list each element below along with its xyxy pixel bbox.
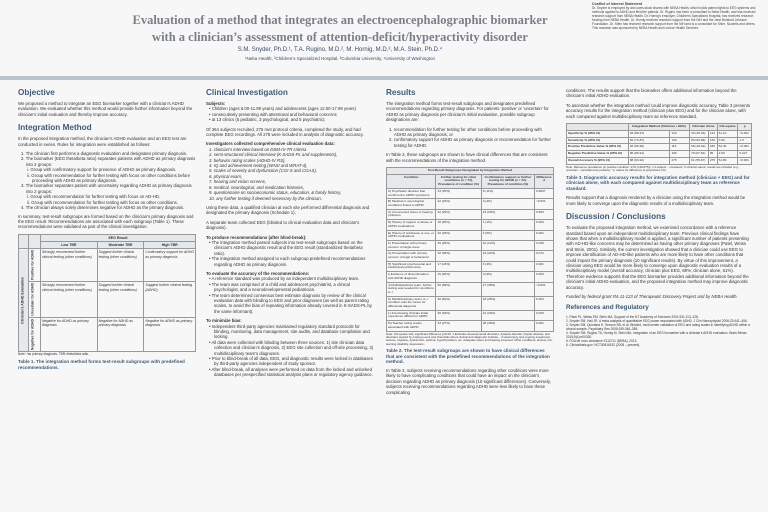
accuracy-item: • The team was comprised of a child and adolescent psychiatrist, a clinical psychologist, and a neurodevelopmental pediatrician. — [209, 281, 350, 293]
table2-cell: I) Evidence of discontinuation with ADHD diagnosis — [387, 272, 436, 282]
table2-cell: 27 (38%) — [481, 282, 534, 296]
table2-col-b: Confirmatory support or further testing for ADHD (n = 72), Prevalence of condition (%) — [481, 174, 534, 188]
table-row — [19, 282, 196, 318]
table3-cell: 115 — [670, 144, 690, 151]
table2-cell: 4 (5%) — [481, 230, 534, 240]
conflict-of-interest — [592, 2, 762, 68]
table2-cell: 17 (23%) — [436, 261, 481, 271]
integration-rules — [18, 151, 196, 210]
table3-cell: 95 — [708, 151, 717, 158]
table2-col-condition: Condition — [387, 174, 436, 188]
table3-cell: 180 — [708, 144, 717, 151]
table3-cell: 143 — [708, 130, 717, 137]
column-clinical — [206, 88, 374, 508]
rule-subitem: ii. Group with recommendation for further testing with focus on other conditions before proceeding with ADHD as primary diagnosis. — [27, 172, 191, 184]
subjects-heading: Subjects: — [206, 101, 226, 106]
table3-cell: 52.30 — [717, 144, 738, 151]
table2-cell: 0.028 — [535, 240, 554, 250]
integration-intro: In the proposed integration method, the clinician’s ADHD evaluation and an EEG test are conducted in series. Rules for integration were established as follows: — [18, 136, 187, 147]
table2-cell: 28 (48%) — [481, 321, 534, 331]
table-row — [387, 261, 554, 271]
enrollment-text: Of 364 subjects recruited, 275 met protocol criteria, completed the study, and had complete EEG recordings. All 275 were included in analysis of diagnostic accuracy. — [206, 126, 364, 138]
table1-note: Note: *as primary diagnosis. TBR=theta/beta ratio. — [18, 352, 90, 357]
table1-col-low: Low TBR — [41, 242, 98, 249]
table-row — [387, 230, 554, 240]
table3-cell: 88 (84-92) — [628, 158, 670, 165]
table3-cell: <0.001 — [738, 158, 752, 165]
table2-cell: J) Multidisciplinary team: further testing was needed for conditions A–I — [387, 282, 436, 296]
table1-cell: Strongly recommend further clinical testing (other conditions) — [41, 282, 98, 318]
rule-item: 3. The biomarker separates patient with uncertainty regarding ADHD as primary diagnosis into 2 groups: — [21, 183, 192, 194]
accuracy-item: • The team determined consensus best estimate diagnosis by review of the clinical evaluation data with blinding to EEG and prior diagnoses (as well as parent rating scales, to avoid the bias of repeating information already covered in K-SADS-PL by the same informant). — [209, 292, 372, 314]
affiliations: ¹Neba Health, ²Children’s Specialized Hospital, ³Columbia University, ⁴University of Washington — [245, 56, 435, 61]
collected-item: 1. clinician’s interview based on DSM-IV-TR criteria — [209, 146, 307, 152]
table3-cell: 61.10 — [717, 130, 738, 137]
funding-text: Funded by federal grant R4-11-123 of Therapeutic Discovery Project and by NEBA Health. — [566, 294, 738, 300]
table-row — [387, 310, 554, 320]
table1-row-label: Uncertain for ADHD — [29, 282, 41, 318]
table2-cell: 23 (29%) — [481, 209, 534, 219]
table3-cell: Specificity % (95% CI) — [567, 130, 629, 137]
table2-cell: 0.003 — [535, 272, 554, 282]
table-row — [387, 188, 554, 198]
table2-cell: 10 (14%) — [481, 240, 534, 250]
coi-heading: Conflict of Interest Statement — [592, 2, 643, 6]
results-item: 1. recommendation for further testing for other conditions before proceeding with ADHD as primary diagnosis, or — [389, 126, 542, 138]
table1-col-high: High TBR — [144, 242, 196, 249]
table1-row-label: Positive for ADHD — [29, 249, 41, 282]
table3-col-clinician: Clinician Alone — [690, 124, 718, 131]
table1-corner — [19, 234, 29, 249]
table3-corner — [567, 124, 629, 131]
table2-cell: F) Presentation with primary concern of single issue — [387, 240, 436, 250]
discussion-text: To evaluate the proposed integration method, we examined concordance with a reference standard based upon an independent multidisciplinary team. Previous clinical findings have shown that when a multidisciplinary model is applied, a significant number of patients presenting with AD-HD-like concerns may be determined as having other primary diagnoses (Patel, Weiss and Stein, 2001). Similarly, the current investigation showed that a clinician could use EEG to improve identification of AD-HD-like patients who are more likely to have other conditions that could impact the primary diagnosis (10 significant results). By virtue of this improvement, a clinician using EEG would be more likely to converge upon diagnostic evaluation results of a multidisciplinary model (overall accuracy; clinician plus EEG, 88%; clinician alone, 61%). Therefore evidence supports that the EEG biomarker provides additional information beyond the clinician’s initial ADHD evaluation, and the proposed integration method may improve diagnostic accuracy. — [566, 225, 749, 290]
table2-cell: 1 (1%) — [481, 220, 534, 230]
column-objective — [18, 88, 196, 508]
collected-list — [206, 147, 374, 201]
title-line-1: Evaluation of a method that integrates an electroencephalographic biomarker — [132, 13, 548, 27]
table2-cell: 0.8007 — [535, 188, 554, 198]
table2-cell: 3 (4%) — [481, 199, 534, 209]
table-row — [387, 296, 554, 310]
column-discussion — [566, 88, 752, 508]
table2-col-diff: Difference d — [535, 174, 554, 188]
table2-cell: 16 (22%) — [481, 251, 534, 261]
table-row — [19, 318, 196, 352]
table3-note: Note: Reference prevalence (in positive condition: 47% (130/275)). 1 A subject... consistent “in clinician alone” results are included (e.g., uncertain - considered as positive). * p values for difference of proportions (%). — [566, 164, 740, 173]
results-continued: conditions. The results support that the biomarker offers additional information beyond the clinician’s initial ADHD evaluation. — [566, 88, 737, 99]
accuracy-item: • A reference standard was produced by an independent multidisciplinary team. — [209, 276, 360, 282]
header-divider — [0, 76, 768, 80]
table3-cell: Overall Accuracy % (95% CI) — [567, 158, 629, 165]
accuracy-heading: To evaluate the accuracy of the recommendations: — [206, 270, 310, 276]
table2-caption: Table 2. The test-result subgroups are shown to have clinical differences that are consistent with the predefined recommendations of the integration method. — [386, 348, 550, 365]
table2-cell: L) Interviewing clinician initial experience difficult for ADHD — [387, 310, 436, 320]
table-row — [387, 240, 554, 250]
results-table-intro: In Table 2, these subgroups are shown to have clinical differences that are consistent with the recommendations of the integration method. — [386, 152, 548, 163]
minimize-item: • Independent third-party agencies maintained regulatory standard protocols for blinding, monitoring, data management, site audits, and database compilation and locking. — [209, 323, 370, 340]
collected-item: 8. medical, neurological, and medication histories, — [209, 184, 305, 190]
integration-summary: In summary, test-result subgroups are formed based on the clinician’s primary diagnosis and the EEG result. Recommendations are associated with each subgroup (Table 1). These recommendations were validated as part of the clinical investigation. — [18, 213, 194, 230]
produce-heading: To produce recommendations (after blind-break): — [206, 234, 307, 240]
table-3 — [566, 123, 752, 165]
table2-cell: 0.025 — [535, 310, 554, 320]
table2-cell: 8 (11%) — [481, 188, 534, 198]
table1-cell: Negative for ADHD as primary diagnosis — [97, 318, 144, 352]
references-heading: References and Regulatory — [566, 303, 649, 311]
integration-heading: Integration Method — [18, 123, 92, 133]
results-intro: The integration method forms test-result subgroups and designates predefined recommendations regarding primary diagnosis. For patients ‘positive’ or ‘uncertain’ for ADHD as primary diagnosis per clinician’s initial evaluation, possible subgroup designations are: — [386, 101, 549, 123]
table3-col-chi: Chi-square — [717, 124, 738, 131]
authors: S.M. Snyder, Ph.D.¹, T.A. Rugino, M.D.², M. Hornig, M.D.³, M.A. Stein, Ph.D.⁴ — [237, 47, 443, 53]
table3-cell: 1.0 — [738, 137, 752, 144]
rule-item: 1. The clinician first performs a diagnostic evaluation and designates primary diagnosis. — [21, 151, 188, 157]
table-row — [567, 144, 752, 151]
table3-cell: Negative Predictive Value % (95% CI) — [567, 151, 629, 158]
table2-cell: C) Uncorrected vision or hearing problems — [387, 209, 436, 219]
table2-cell: 20 (29%) — [436, 230, 481, 240]
rule-item: 4. The clinician always solely determines negative for ADHD as the primary diagnosis. — [21, 205, 185, 211]
table2-cell: 18 (25%) — [436, 220, 481, 230]
table2-cell: 22 (22%) — [436, 199, 481, 209]
references-list — [566, 315, 752, 347]
minimize-item: • After blind-break, all analyses were performed on data from the locked and unlocked databases per prespecified statistical analysis plans or regulatory agency guidance. — [209, 366, 373, 378]
table1-cell: Negative for ADHD as primary diagnosis — [41, 318, 98, 352]
produce-item: • The integration method assigned to each subgroup predefined recommendations regarding ADHD as primary diagnosis. — [209, 256, 366, 267]
results-heading: Results — [386, 88, 416, 97]
table-row — [387, 209, 554, 219]
title-line-2: with a clinician’s assessment of attention-deficit/hyperactivity disorder — [152, 30, 528, 44]
table1-eeg-header: EEG Result — [41, 234, 196, 241]
table3-cell: Positive Predictive Value % (95% CI) — [567, 144, 629, 151]
table3-cell: <0.001 — [738, 144, 752, 151]
results-after-table: In Table 2, subjects receiving recommendations regarding other conditions were more likely to have complicating conditions that could have an impact on the clinician’s decision regarding ADHD as primary diagnosis (10 significant differences). Conversely, subjects receiving recommendations regarding ADHD were less likely to have these complicating — [386, 367, 551, 395]
eeg-text: A separate team collected EEG (blinded to clinical evaluation data and clinician’s diagnosis). — [206, 219, 360, 231]
table1-caption: Table 1. The integration method forms test-result subgroups with predefined recommendations. — [18, 359, 185, 370]
table3-body — [567, 130, 752, 164]
table-row — [387, 220, 554, 230]
table3-cell: 82 (74-87) — [628, 137, 670, 144]
rule-subitem: i. Group with recommendation for further testing with focus on AD-HD. — [27, 194, 161, 200]
table3-caption: Table 3. Diagnostic accuracy results for integration method (clinician + EEG) and for clinician alone, with each compared against multidisciplinary team as reference standard. — [566, 174, 750, 191]
table2-cell: M) Teacher rating scales associated with ADHD — [387, 321, 436, 331]
table2-cell: 28 (38%) — [436, 251, 481, 261]
table2-col-a: Further testing for other conditions (n = 74), Prevalence of condition (%) — [436, 174, 481, 188]
table-row — [567, 158, 752, 165]
table1-row-label: Negative for ADHD — [29, 318, 41, 352]
table3-cell: Sensitivity % (95% CI) — [567, 137, 629, 144]
discussion-heading: Discussion / Conclusions — [566, 212, 666, 222]
table3-col-method: Integration Method (Clinician + EEG) — [628, 124, 689, 131]
table3-cell: 130 — [670, 137, 690, 144]
collected-item: 10. any further testing if deemed necessary by the clinician. — [209, 195, 322, 201]
table2-cell: 33 (27%) — [436, 321, 481, 331]
table2-cell: 0.825 — [535, 209, 554, 219]
reference-item: 3. Snyder SM, Quintana H, Sexson SB, et al. Blinded, multi-center validation of EEG and rating scales in identifying ADHD within a clinical sample. Psychiatry Res 2008;159:346–358. — [566, 322, 750, 331]
clinical-heading: Clinical Investigation — [206, 88, 288, 97]
table2-body — [387, 188, 554, 331]
coi-text: Dr. Snyder is employed by and owns stock shares with NEBA Health, which holds patent rights to EEG systems and methods applied to ADHD and filed the patents. Dr. Rugino has been a consultant to Neba Health, and has received research support from NEBA Health. Dr. Hornig’s employer, Children’s Specialized Hospital, has received research funding from NEBA Health. Dr. Hornig receives research support from the NIH and the Jane Botsford Johnson Foundation. Dr. Stein has received research support from the NIH and is a consultant for Shire, Novartis and others. This research was sponsored by NEBA Health and Lexicor Health Services. — [592, 6, 756, 30]
table3-cell: 80 (63-88) — [690, 137, 709, 144]
results-item: 2. confirmatory support for ADHD as primary diagnosis or recommendation for further testing for ADHD. — [389, 137, 551, 148]
table-2 — [386, 167, 554, 332]
table1-cell: Suggest further clinical testing (other conditions) — [97, 282, 144, 318]
collected-item: 6. physical exam, — [209, 173, 243, 179]
table3-cell: 0.107 — [738, 151, 752, 158]
table1-cell: Negative for ADHD as primary diagnosis — [144, 318, 196, 352]
table2-cell: E) History of substance or use, or ADHD medications — [387, 230, 436, 240]
table2-cell: H) Significant psychosocial and intellectual performance — [387, 261, 436, 271]
table3-cell: 30 (25-43) — [690, 130, 709, 137]
table2-cell: 0.001 — [535, 261, 554, 271]
table-row — [387, 282, 554, 296]
table1-cell: Suggest further clinical testing (ADHD) — [144, 282, 196, 318]
accuracy-intro: To ascertain whether the integration method could improve diagnostic accuracy, Table 3 presents accuracy results for the integration method (clinician plus EEG) and for the clinician alone, with each compared against multidisciplinary team as reference standard. — [566, 102, 750, 119]
poster-header — [0, 0, 768, 72]
table3-cell: 0.00 — [717, 137, 738, 144]
table2-cell: 36 (49%) — [436, 310, 481, 320]
table3-cell: 86 (80-91) — [628, 151, 670, 158]
rule-subitem: i. Group with confirmatory support for presence of ADHD as primary diagnosis. — [27, 167, 177, 173]
table2-cell: 25 (25%) — [436, 240, 481, 250]
table3-cell: 143 — [670, 130, 690, 137]
reference-item: 6. Clinicaltrials.gov: NCT00816192 (2008 – present). — [566, 342, 641, 347]
table2-cell: 0.003 — [535, 220, 554, 230]
reference-item: 2. Snyder SM, Hall JR. A meta-analysis of quantitative EEG power associated with ADHD. J Clin Neurophysiol 2006;23:441–456. — [566, 318, 748, 323]
collected-item: 5. scales of severity and dysfunction (CGI-S and CGAS), — [209, 168, 317, 174]
collected-heading: Investigators collected comprehensive clinical evaluation data: — [206, 141, 335, 147]
table2-cell: D) History of neglect or abuse or ADHD medications — [387, 220, 436, 230]
table3-cell: 94 (88-97) — [628, 130, 670, 137]
table-row — [567, 151, 752, 158]
consensus-text: Using these data, a qualified clinician at each site performed differential diagnosis and designated the primary diagnosis (Schedule 1). — [206, 204, 370, 216]
table2-cell: 21 (29%) — [481, 310, 534, 320]
table2-cell: 46 (62%) — [436, 296, 481, 310]
table3-cell: 160 — [670, 151, 690, 158]
minimize-item: • All data were collected with blinding between three sources: 1) site clinician data collection and clinician’s diagnosis, 2) EEG site collection and off-site processing, 3) multidisciplinary team’s diagnoses. — [209, 339, 374, 356]
table2-cell: G) Presentation with primary concern of legal or behavioral — [387, 251, 436, 261]
column-results — [386, 88, 554, 508]
table2-cell: 3 (4%) — [481, 272, 534, 282]
rule-item: 2. The biomarker (EEG theta/beta ratio) separates patients with ADHD as primary diagnosis into 2 groups: — [21, 156, 196, 167]
table3-cell: 92 (86-96) — [628, 144, 670, 151]
table1-col-moderate: Moderate TBR — [97, 242, 144, 249]
table1-row-group: Clinician’s ADHD Evaluation — [19, 249, 29, 352]
table2-cell: 0.004 — [535, 296, 554, 310]
table2-cell: 66 (89%) — [436, 282, 481, 296]
table2-cell: 0.001 — [535, 321, 554, 331]
table3-cell: 51.80 — [717, 158, 738, 165]
table2-cell: 15 (20%) — [436, 272, 481, 282]
table2-note: Note: Chi-square test; significant difference p≤0.05. 1 Excludes developmental disorders, dyslexia disorder, bipolar disorder, and disorders caused by missing event and chemicals where clinical and diagnostic indicate... 2 Head injury and ongoing impairment, seizure, migraine, dysfunction, asthma, hypothyroidism, etc. Adequate vision and hearing screened. Other conditions: anxiety, tics, learning disability, depression. — [386, 331, 553, 346]
table2-cell: 0.072 — [535, 251, 554, 261]
subjects-item: • at 13 clinics (5 pediatric, 3 psychological, and 5 psychiatric). — [209, 117, 326, 123]
table2-cell: <0.001 — [535, 282, 554, 296]
table3-cell: <0.001 — [738, 130, 752, 137]
table1-cell: Confirmatory support for ADHD as primary diagnosis — [144, 249, 196, 282]
table3-cell: 2.60 — [717, 151, 738, 158]
table2-cell: 33 (25%) — [436, 188, 481, 198]
table-1 — [18, 234, 196, 353]
table3-cell: 58 (48-62) — [690, 144, 709, 151]
table2-cell: 42 (29%) — [436, 209, 481, 219]
objective-heading: Objective — [18, 88, 55, 97]
rule-subitem: ii. Group with recommendation for further testing with focus on other conditions. — [27, 199, 178, 205]
support-text: Results support that a diagnosis rendered by a clinician using the integration method would be more likely to converge upon the diagnostic results of a multidisciplinary team. — [566, 195, 746, 206]
table-row — [387, 321, 554, 331]
table-row — [387, 272, 554, 282]
table3-cell: 275 — [708, 158, 717, 165]
table3-col-p: p — [738, 124, 752, 131]
table2-title: Test-Result Subgroups Designated by Integration Method — [387, 168, 554, 175]
collected-item: 4. IQ and achievement testing (WASI and WRAT-4), — [209, 163, 308, 169]
subjects-item: • Children (ages 6.00-11.99 years) and adolescents (ages 12.00-17.99 years) — [209, 106, 356, 112]
table3-cell: 130 — [708, 137, 717, 144]
collected-item: 9. questionnaire on socioeconomic status, education, & family history, — [209, 190, 342, 196]
table2-cell: 18 (25%) — [481, 296, 534, 310]
table3-cell: 61 (55-67) — [690, 158, 709, 165]
objective-text: We proposed a method to integrate an EEG biomarker together with a clinician’s ADHD evaluation. We evaluated whether this method would provide further information beyond the clinician’s initial evaluation and thereby improve accuracy. — [18, 101, 193, 117]
collected-item: 2. semi-structured clinical interview (K-SADS-PL and supplements), — [209, 152, 338, 158]
table3-cell: 79 (67-81) — [690, 151, 709, 158]
table-row — [387, 251, 554, 261]
table-row — [567, 137, 752, 144]
subjects-item: • consecutively presenting with attentional and behavioral concerns — [209, 111, 337, 117]
table2-cell: B) Medical or neurological conditions linked to ADHD — [387, 199, 436, 209]
table-row — [19, 249, 196, 282]
table1-cell: Strongly recommend further clinical testing (other conditions) — [41, 249, 98, 282]
collected-item: 7. hearing and vision screens, — [209, 179, 267, 185]
table3-cell: 275 — [670, 158, 690, 165]
table2-cell: A) Psychiatric disorder that confirmed to ADHD symptoms — [387, 188, 436, 198]
reference-item: 4. Snyder SM, Rugino TA, Hornig M, Stein MA. Integration of an EEG biomarker with a clinician’s ADHD evaluation. Brain Behav 2015;5(4):e00330. — [566, 330, 747, 339]
table2-cell: 0.001 — [535, 230, 554, 240]
minimize-heading: To minimize bias: — [206, 318, 242, 324]
table2-cell: <0.001 — [535, 199, 554, 209]
produce-item: • The integration method parsed subjects into test-result subgroups based on the clinician’s ADHD diagnostic result and the EEG result (standardized theta/beta ratio). — [209, 239, 363, 256]
table1-cell: Suggest further clinical testing (other conditions) — [97, 249, 144, 282]
table-row — [567, 130, 752, 137]
table2-cell: 3 (4%) — [481, 261, 534, 271]
minimize-item: • Prior to blind-break of all data, EEG, and diagnostic results were locked in databases by third-party agencies independent of study sponsor. — [209, 356, 373, 367]
reference-item: 5. FDA de novo clearance K112711 (NEBA), 2013. — [566, 338, 638, 343]
reference-item: 1. Patel PL, Weiss EM, Stein MA. Support of the NT Academy of Sciences 2001;931:113–128. — [566, 314, 699, 319]
table2-cell: K) Multidisciplinary team: A–I condition was the cause for differential diagnosis — [387, 296, 436, 310]
table1-corner-2 — [29, 234, 41, 249]
poster-title — [100, 12, 580, 46]
collected-item: 3. behavior rating scales (ADHD-IV RS), — [209, 157, 286, 163]
table-row — [387, 199, 554, 209]
